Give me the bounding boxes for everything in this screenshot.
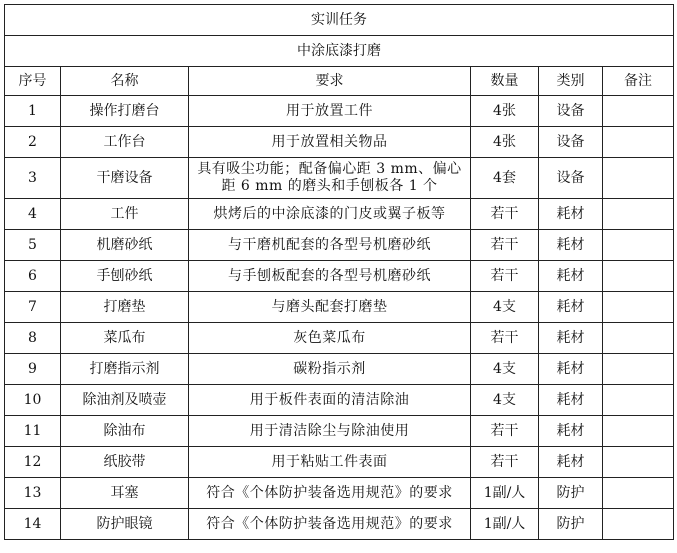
cell-note bbox=[603, 509, 674, 540]
cell-qty: 若干 bbox=[471, 230, 539, 261]
cell-name: 操作打磨台 bbox=[61, 96, 189, 127]
cell-qty: 4套 bbox=[471, 158, 539, 199]
cell-req: 与磨头配套打磨垫 bbox=[189, 292, 471, 323]
cell-qty: 若干 bbox=[471, 323, 539, 354]
cell-qty: 4张 bbox=[471, 127, 539, 158]
cell-note bbox=[603, 385, 674, 416]
task-table bbox=[4, 4, 674, 540]
table-row bbox=[5, 96, 674, 127]
cell-cat: 设备 bbox=[539, 158, 603, 199]
subtitle-row bbox=[5, 36, 674, 67]
cell-name: 防护眼镜 bbox=[61, 509, 189, 540]
cell-req: 用于粘贴工件表面 bbox=[189, 447, 471, 478]
cell-qty: 1副/人 bbox=[471, 509, 539, 540]
table-row bbox=[5, 292, 674, 323]
cell-cat: 耗材 bbox=[539, 416, 603, 447]
cell-req: 灰色菜瓜布 bbox=[189, 323, 471, 354]
table-row bbox=[5, 416, 674, 447]
cell-qty: 4张 bbox=[471, 96, 539, 127]
title-row bbox=[5, 5, 674, 36]
cell-cat: 耗材 bbox=[539, 385, 603, 416]
header-req: 要求 bbox=[189, 67, 471, 96]
cell-note bbox=[603, 199, 674, 230]
table-title: 实训任务 bbox=[5, 5, 674, 36]
header-qty: 数量 bbox=[471, 67, 539, 96]
cell-note bbox=[603, 127, 674, 158]
table-row bbox=[5, 509, 674, 540]
cell-name: 除油布 bbox=[61, 416, 189, 447]
cell-note bbox=[603, 416, 674, 447]
cell-req: 符合《个体防护装备选用规范》的要求 bbox=[189, 478, 471, 509]
cell-qty: 4支 bbox=[471, 354, 539, 385]
table-row bbox=[5, 323, 674, 354]
cell-cat: 耗材 bbox=[539, 199, 603, 230]
table-row bbox=[5, 385, 674, 416]
cell-name: 纸胶带 bbox=[61, 447, 189, 478]
cell-cat: 防护 bbox=[539, 478, 603, 509]
cell-req: 用于放置相关物品 bbox=[189, 127, 471, 158]
table-row bbox=[5, 199, 674, 230]
cell-name: 耳塞 bbox=[61, 478, 189, 509]
cell-req: 具有吸尘功能；配备偏心距 3 mm、偏心距 6 mm 的磨头和手刨板各 1 个 bbox=[189, 158, 471, 199]
cell-qty: 若干 bbox=[471, 199, 539, 230]
cell-qty: 若干 bbox=[471, 416, 539, 447]
table-row bbox=[5, 447, 674, 478]
cell-cat: 耗材 bbox=[539, 323, 603, 354]
cell-note bbox=[603, 261, 674, 292]
cell-note bbox=[603, 292, 674, 323]
cell-no: 5 bbox=[5, 230, 61, 261]
cell-no: 3 bbox=[5, 158, 61, 199]
table-row bbox=[5, 230, 674, 261]
cell-name: 机磨砂纸 bbox=[61, 230, 189, 261]
cell-name: 除油剂及喷壶 bbox=[61, 385, 189, 416]
cell-req: 用于清洁除尘与除油使用 bbox=[189, 416, 471, 447]
table-subtitle: 中涂底漆打磨 bbox=[5, 36, 674, 67]
cell-cat: 耗材 bbox=[539, 354, 603, 385]
cell-no: 10 bbox=[5, 385, 61, 416]
cell-req: 用于放置工件 bbox=[189, 96, 471, 127]
cell-no: 12 bbox=[5, 447, 61, 478]
cell-req: 与手刨板配套的各型号机磨砂纸 bbox=[189, 261, 471, 292]
header-note: 备注 bbox=[603, 67, 674, 96]
table-row bbox=[5, 127, 674, 158]
cell-req: 烘烤后的中涂底漆的门皮或翼子板等 bbox=[189, 199, 471, 230]
header-no: 序号 bbox=[5, 67, 61, 96]
cell-req: 用于板件表面的清洁除油 bbox=[189, 385, 471, 416]
cell-qty: 若干 bbox=[471, 261, 539, 292]
cell-note bbox=[603, 96, 674, 127]
cell-no: 11 bbox=[5, 416, 61, 447]
cell-note bbox=[603, 478, 674, 509]
cell-note bbox=[603, 323, 674, 354]
cell-name: 手刨砂纸 bbox=[61, 261, 189, 292]
cell-cat: 耗材 bbox=[539, 261, 603, 292]
cell-note bbox=[603, 230, 674, 261]
header-name: 名称 bbox=[61, 67, 189, 96]
cell-qty: 4支 bbox=[471, 292, 539, 323]
cell-name: 菜瓜布 bbox=[61, 323, 189, 354]
cell-name: 工作台 bbox=[61, 127, 189, 158]
cell-no: 4 bbox=[5, 199, 61, 230]
cell-cat: 耗材 bbox=[539, 230, 603, 261]
cell-req: 碳粉指示剂 bbox=[189, 354, 471, 385]
cell-no: 6 bbox=[5, 261, 61, 292]
cell-note bbox=[603, 354, 674, 385]
table-row bbox=[5, 354, 674, 385]
cell-qty: 1副/人 bbox=[471, 478, 539, 509]
cell-name: 工件 bbox=[61, 199, 189, 230]
cell-no: 13 bbox=[5, 478, 61, 509]
cell-no: 1 bbox=[5, 96, 61, 127]
cell-name: 打磨垫 bbox=[61, 292, 189, 323]
cell-cat: 耗材 bbox=[539, 292, 603, 323]
cell-qty: 若干 bbox=[471, 447, 539, 478]
cell-no: 14 bbox=[5, 509, 61, 540]
cell-no: 7 bbox=[5, 292, 61, 323]
cell-req: 符合《个体防护装备选用规范》的要求 bbox=[189, 509, 471, 540]
cell-name: 打磨指示剂 bbox=[61, 354, 189, 385]
table-row bbox=[5, 261, 674, 292]
cell-name: 干磨设备 bbox=[61, 158, 189, 199]
cell-note bbox=[603, 158, 674, 199]
cell-no: 8 bbox=[5, 323, 61, 354]
cell-cat: 设备 bbox=[539, 96, 603, 127]
cell-no: 9 bbox=[5, 354, 61, 385]
table-row bbox=[5, 158, 674, 199]
cell-cat: 防护 bbox=[539, 509, 603, 540]
header-row bbox=[5, 67, 674, 96]
cell-note bbox=[603, 447, 674, 478]
cell-cat: 耗材 bbox=[539, 447, 603, 478]
header-cat: 类别 bbox=[539, 67, 603, 96]
cell-cat: 设备 bbox=[539, 127, 603, 158]
cell-no: 2 bbox=[5, 127, 61, 158]
cell-req: 与干磨机配套的各型号机磨砂纸 bbox=[189, 230, 471, 261]
cell-qty: 4支 bbox=[471, 385, 539, 416]
table-row bbox=[5, 478, 674, 509]
